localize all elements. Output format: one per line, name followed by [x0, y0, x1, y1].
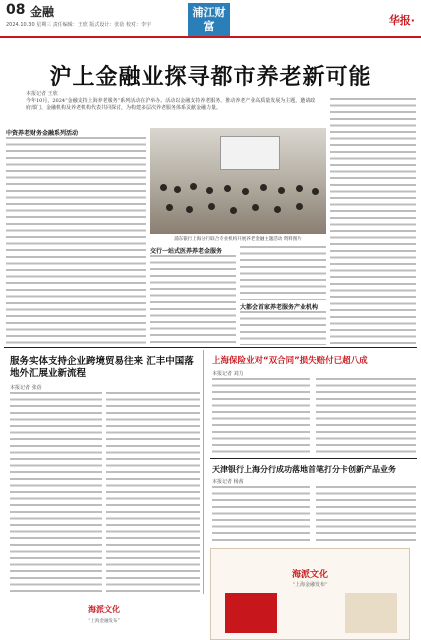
ad-image-right [345, 593, 397, 633]
article-3-col-1 [212, 378, 310, 454]
article-3-headline: 上海保险业对“双合同”损失赔付已超八成 [212, 356, 368, 366]
audience-rows [150, 176, 326, 234]
article-4-col-1 [212, 486, 310, 544]
date-line: 2024.10.30 星期三 责任编辑：王欣 版式设计：张蓓 校对：李宇 [6, 22, 151, 28]
article-4-byline: 本报记者 杨茜 [212, 479, 244, 485]
body-column-1 [6, 137, 146, 345]
article-2-headline: 服务实体支持企业跨境贸易往来 汇丰中国落地外汇展业新流程 [10, 356, 194, 379]
article-3-col-2 [316, 378, 416, 454]
advertisement [210, 548, 410, 640]
bottom-ad-title: 海派文化 [88, 605, 120, 614]
article-4-col-2 [316, 486, 416, 544]
main-byline: 本报记者 王欣 [26, 91, 58, 97]
page-header [0, 0, 421, 38]
main-headline: 沪上金融业探寻都市养老新可能 [49, 65, 372, 90]
article-3-byline: 本报记者 刘力 [212, 371, 244, 377]
article-2-byline: 本报记者 张蓓 [10, 385, 42, 391]
body-column-3a [240, 246, 326, 300]
body-column-2 [150, 255, 236, 345]
subhead-3: 大都会首家养老服务产业机构 [240, 304, 319, 311]
section-divider [4, 347, 417, 348]
bottom-left-ad [4, 598, 204, 638]
event-photo [150, 128, 326, 234]
lead-paragraph: 今年10月，2024“金融支持上海养老服务”系列活动在沪举办。活动以金融支持养老服务、推动养老产业高质量发展为主题，邀请政府部门、金融机构及养老机构代表共同探讨，为构建多层次养老服务体系贡献金融力量。 [26, 98, 316, 111]
subhead-2: 交行一站式医养养老金服务 [150, 248, 223, 255]
body-column-3b [240, 311, 326, 345]
paper-name: 华报· [388, 14, 415, 27]
article-2-col-1 [10, 392, 102, 594]
column-masthead: 浦江财富 [188, 3, 230, 36]
photo-caption: 浦东银行上海分行联合专业机构开展养老金融主题活动 资料图片 [174, 237, 302, 242]
article-divider [210, 458, 417, 459]
page-number: 08 [6, 2, 26, 18]
body-column-right [330, 98, 416, 346]
ad-subtitle: “上海金融发布” [292, 582, 328, 588]
presentation-screen [220, 136, 280, 170]
ad-image-left [225, 593, 277, 633]
subhead-1: 中资养老财务金融系列活动 [6, 130, 79, 137]
article-4-headline: 天津银行上海分行成功落地首笔打分卡创新产品业务 [212, 465, 396, 474]
ad-title: 海派文化 [291, 570, 328, 580]
bottom-ad-subtitle: “上海金融发布” [88, 619, 120, 624]
section-name: 金融 [30, 5, 55, 19]
article-2-col-2 [106, 392, 200, 594]
